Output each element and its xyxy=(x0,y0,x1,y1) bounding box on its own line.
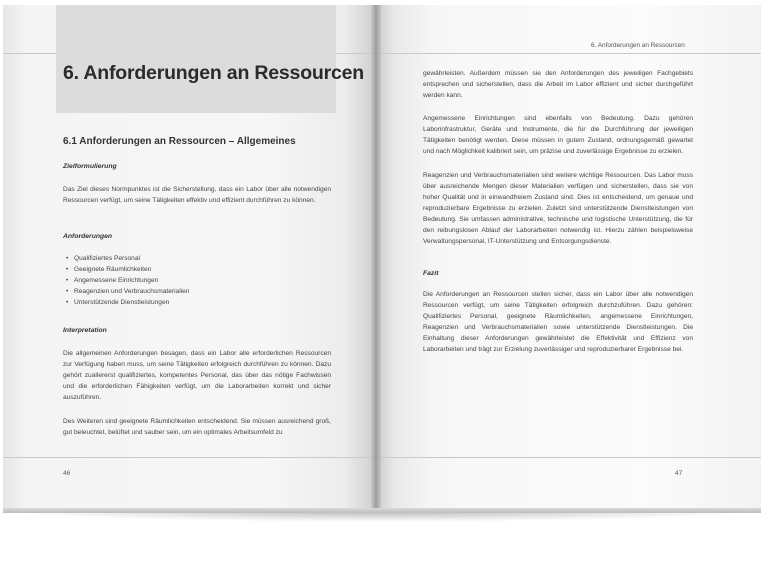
anforderungen-list xyxy=(65,253,325,308)
list-item: • Geeignete Räumlichkeiten xyxy=(65,264,325,275)
footer-rule-right xyxy=(375,457,761,458)
fazit-heading: Fazit xyxy=(423,270,439,277)
list-item: • Qualifiziertes Personal xyxy=(65,253,325,264)
paragraph-2: Angemessene Einrichtungen sind ebenfalls von Bedeutung. Dazu gehören Laborinfrastruktur, Geräte und Instrumente, die für die Durchführung der jeweiligen Tätigkeiten benötigt werden. Diese müssen in gutem Zustand, ordnungsgemäß gewartet und nach Möglichkeit kalibriert sein, um präzise und zuverlässige Ergebnisse zu erzielen. xyxy=(423,115,693,155)
page-number-left: 46 xyxy=(63,470,71,477)
zielformulierung-heading: Zielformulierung xyxy=(63,163,117,170)
right-page xyxy=(375,5,761,510)
list-item: • Reagenzien und Verbrauchsmaterialien xyxy=(65,286,325,297)
book-spine xyxy=(371,5,381,510)
left-page xyxy=(3,5,375,510)
page-edges xyxy=(3,508,761,513)
chapter-title-box xyxy=(56,5,365,113)
footer-rule-left xyxy=(3,457,375,458)
interpretation-paragraph-2: Des Weiteren sind geeignete Räumlichkeiten entscheidend. Sie müssen ausreichend groß, gut beleuchtet, belüftet und sauber sein, um ein optimales Arbeitsumfeld zu xyxy=(63,418,331,436)
header-rule-left-end xyxy=(336,53,375,54)
paragraph-1: gewährleisten. Außerdem müssen sie den Anforderungen des jeweiligen Fachgebiets entsprechen und sicherstellen, dass die Arbeit im Labor effizient und sicher durchgeführt werden kann. xyxy=(423,70,693,99)
fazit-text: Die Anforderungen an Ressourcen stellen sicher, dass ein Labor über alle notwendigen Ressourcen verfügt, um seine Tätigkeiten erfolgreich durchzuführen. Dazu gehören: Qualifiziertes Personal, geeignete Räumlichkeiten, angemessene Einrichtungen, Reagenzien und Verbrauchsmaterialien sowie unterstützende Dienstleistungen. Die Einhaltung dieser Anforderungen gewährleistet die Effektivität und Effizienz von Laborarbeiten und trägt zur Erzielung zuverlässiger und reproduzierbarer Ergebnisse bei. xyxy=(423,291,693,353)
header-rule-left xyxy=(3,53,56,54)
open-book xyxy=(3,5,761,517)
list-item: • Angemessene Einrichtungen xyxy=(65,275,325,286)
page-number-right: 47 xyxy=(675,470,683,477)
anforderungen-heading: Anforderungen xyxy=(63,233,113,240)
paragraph-3: Reagenzien und Verbrauchsmaterialien sind weitere wichtige Ressourcen. Das Labor muss über ausreichende Mengen dieser Materialien verfügen und sicherstellen, dass sie von hoher Qualität und in einwandfreiem Zustand sind. Dies ist entscheidend, um genaue und reproduzierbare Ergebnisse zu erzielen. Zuletzt sind unterstützende Dienstleistungen von Bedeutung. Sie umfassen administrative, technische und logistische Unterstützung, die für den reibungslosen Ablauf der Laborarbeiten notwendig ist. Hierzu zählen beispielsweise Verwaltungspersonal, IT-Unterstützung und Entsorgungsdienste. xyxy=(423,172,693,245)
zielformulierung-text: Das Ziel dieses Normpunktes ist die Sicherstellung, dass ein Labor über alle notwendigen Ressourcen verfügt, um seine Tätigkeiten effektiv und effizient durchführen zu können. xyxy=(63,186,331,204)
header-rule-right xyxy=(375,53,761,54)
interpretation-heading: Interpretation xyxy=(63,327,107,334)
chapter-title: 6. Anforderungen an Ressourcen xyxy=(63,62,365,84)
section-title: 6.1 Anforderungen an Ressourcen – Allgemeines xyxy=(63,136,296,147)
running-head: 6. Anforderungen an Ressourcen xyxy=(591,42,685,49)
interpretation-paragraph-1: Die allgemeinen Anforderungen besagen, dass ein Labor alle erforderlichen Ressourcen zur Verfügung haben muss, um seine Tätigkeiten erfolgreich durchführen zu können. Dazu gehört zuallererst qualifiziertes, kompetentes Personal, das über das nötige Fachwissen und die erforderlichen Fähigkeiten verfügt, um die Laborarbeiten korrekt und sicher auszuführen. xyxy=(63,350,331,401)
list-item: • Unterstützende Dienstleistungen xyxy=(65,297,325,308)
